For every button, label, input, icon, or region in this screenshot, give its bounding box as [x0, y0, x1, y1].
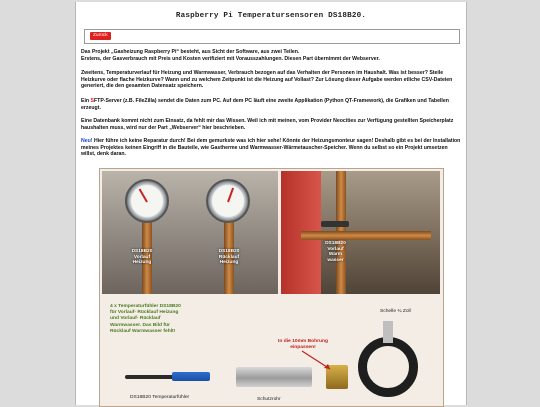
content-page [75, 2, 467, 405]
sensor-wire-shape [125, 375, 175, 379]
caption-schutzrohr: Schutzrohr [257, 397, 281, 402]
page-title: Raspberry Pi Temperatursensoren DS18B20. [175, 12, 367, 20]
database-paragraph: Eine Datenbank kommt nicht zum Einsatz, da fehlt mir das Wissen. Weil ich mit meinen, vom Provider Neocities zur Verfügung gestellten Speicherplatz haushalten muss, wird nur der Part „Webserver“ hier beschrieben. [81, 118, 454, 131]
sensor-figure [99, 168, 444, 407]
photo-gauges [102, 171, 278, 294]
notice-paragraph [81, 138, 463, 158]
label-warm-l2: Vorlauf [327, 246, 344, 252]
label-warmwasser [313, 241, 358, 263]
label-vorlauf [122, 249, 162, 266]
second-paragraph: Zweitens, Temperaturverlauf für Heizung und Warmwasser, Verbrauch bezogen auf das Verhalten der Personen im Haushalt. Was ist besser? Steile Heizkurve oder flache Heizkurve? Wann und zu welchem Zeitpunkt ist die Heizung auf Vollast? Zur Lösung dieser Aufgabe werden etliche CSV-Dateien generiert, die den gesamten Datensatz speichern. [81, 70, 453, 89]
clamp-bolt-shape [383, 321, 393, 343]
label-ruecklauf-l1: DS18B20 [218, 249, 240, 254]
photo-warmwater [281, 171, 440, 294]
label-ruecklauf [208, 249, 250, 266]
nav-bar [84, 29, 460, 44]
label-ruecklauf-l2: Rücklauf [218, 254, 240, 260]
label-vorlauf-l3: Heizung [132, 260, 152, 266]
caption-sensors-l5: Rücklauf Warmwasser fehlt! [110, 328, 176, 334]
sensor-cable-shape [321, 221, 349, 227]
notice-text: Hier führe ich keine Reparatur durch! Bei dem gemurkste was ich hier sehe! Könnte der Heizungsmonteur sagen! Deshalb gibt es bei der Installation meines Projektes keinen Eingriff in die Bauteile, wie Gastherme und Warmwasser-Wärmetauscher-Speicher. Wenn du selbst so ein Projekt umsetzen willst, denk daran. [81, 138, 461, 157]
caption-sensor: DS18B20 Temperaturfühler [130, 395, 190, 400]
sftp-paragraph [81, 98, 463, 111]
label-ruecklauf-l3: Heizung [219, 260, 239, 266]
sensor-probe-shape [172, 372, 210, 381]
label-warm-l4: wasser [327, 257, 344, 263]
gauge-ruecklauf-icon [206, 179, 250, 223]
arrow-icon [290, 347, 340, 377]
sftp-rest: FTP-Server (z.B. FileZilla) sendet die Daten zum PC. Auf dem PC läuft eine zweite Applikation (Python QT-Framework), die Grafiken und Tabellen erzeugt. [81, 98, 449, 111]
caption-sensors [110, 304, 220, 335]
caption-bohrung-l1: In die 10mm Bohrung [278, 339, 328, 344]
pipe-clamp-shape [358, 337, 418, 397]
back-button[interactable]: Zurück [90, 32, 111, 40]
caption-sensors-l2: für Vorlauf- Rücklauf Heizung [110, 310, 179, 316]
label-warm-l3: Warm [328, 252, 343, 258]
sftp-s: S [90, 98, 94, 104]
label-vorlauf-l2: Vorlauf [133, 254, 151, 260]
intro-paragraph [81, 49, 463, 62]
caption-sensors-l3: und Vorlauf- Rücklauf [110, 316, 161, 322]
caption-sensors-l1: 4 x Temperaturfühler DS18B20 [110, 304, 181, 309]
label-warm-l1: DS18B20 [325, 241, 346, 246]
pipe-horizontal [301, 231, 431, 240]
caption-sensors-l4: Warmwasser. Das Bild für [110, 322, 170, 328]
caption-schelle: Schelle ¾ Zoll [380, 309, 411, 314]
gauge-vorlauf-icon [125, 179, 169, 223]
sftp-prefix: Ein [81, 98, 91, 104]
caption-bohrung-l2: einpassen! [290, 345, 316, 350]
intro-line-1: Das Projekt „Gasheizung Raspberry Pi“ besteht, aus Sicht der Software, aus zwei Teilen. [81, 49, 300, 55]
label-vorlauf-l1: DS18B20 [131, 249, 153, 254]
intro-line-2: Erstens, der Gasverbrauch mit Preis und Kosten verifiziert mit Vorausszahlungen. Diesen Part übernimmt der Webserver. [81, 55, 380, 62]
new-badge: Neu! [81, 138, 94, 144]
